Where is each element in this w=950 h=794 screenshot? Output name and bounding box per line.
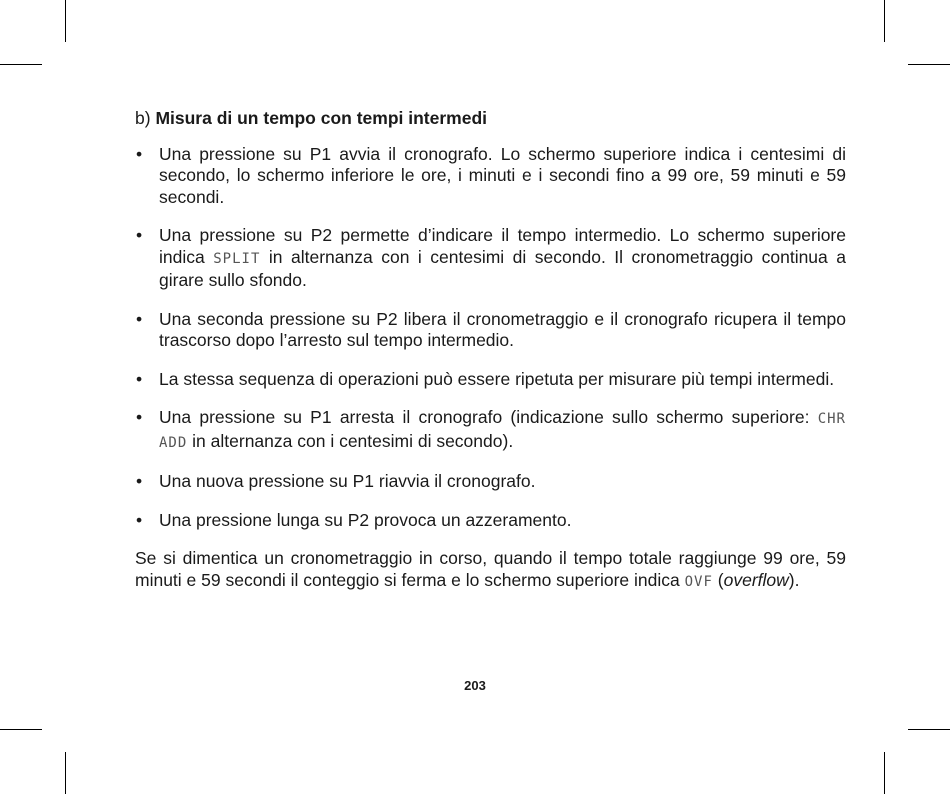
bullet-text: La stessa sequenza di operazioni può essere ripetuta per misurare più tempi intermedi.	[159, 368, 835, 389]
section-heading	[135, 108, 846, 130]
bullet-text: Una pressione su P1 arresta il cronografo (indicazione sullo schermo superiore:	[159, 407, 810, 427]
bullet-text: Una pressione lunga su P2 provoca un azzeramento.	[159, 509, 572, 530]
bullet-item	[135, 144, 846, 209]
bullet-text: Una nuova pressione su P1 riavvia il cronografo.	[159, 471, 536, 491]
bullet-item	[135, 510, 846, 532]
paragraph-close-paren: ).	[788, 569, 800, 590]
bullet-item	[135, 407, 846, 454]
bullet-item	[135, 471, 846, 493]
paragraph-italic-term: overflow	[723, 569, 789, 590]
closing-paragraph	[135, 548, 846, 593]
bullet-list	[135, 144, 846, 532]
section-title: Misura di un tempo con tempi intermedi	[155, 108, 487, 128]
crop-mark-top-right-horizontal	[908, 64, 950, 65]
crop-mark-bottom-right-horizontal	[908, 729, 950, 730]
crop-mark-bottom-left-horizontal	[0, 729, 42, 730]
bullet-item	[135, 225, 846, 292]
bullet-text: Una seconda pressione su P2 libera il cronometraggio e il cronografo ricupera il tempo trascorso dopo l’arresto sul tempo intermedio.	[159, 308, 846, 350]
paragraph-text: Se si dimentica un cronometraggio in corso, quando il tempo totale raggiunge 99 ore, 59 minuti e 59 secondi il conteggio si ferma e lo schermo superiore indica	[135, 548, 846, 590]
crop-mark-top-right-vertical	[884, 0, 885, 42]
crop-mark-bottom-right-vertical	[884, 752, 885, 794]
lcd-display-text: OVF	[684, 573, 713, 590]
section-prefix: b)	[135, 108, 151, 128]
crop-mark-top-left-horizontal	[0, 64, 42, 65]
bullet-text: in alternanza con i centesimi di secondo. Il cronometraggio continua a girare sullo sfondo.	[159, 246, 846, 290]
lcd-display-text: CHR ADD	[159, 411, 846, 451]
bullet-text: Una pressione su P2 permette d’indicare il tempo intermedio. Lo schermo superiore indica	[159, 225, 846, 267]
crop-mark-bottom-left-vertical	[65, 752, 66, 794]
bullet-item	[135, 369, 846, 391]
bullet-text: Una pressione su P1 avvia il cronografo. Lo schermo superiore indica i centesimi di secondo, lo schermo inferiore le ore, i minuti e i secondi fino a 99 ore, 59 minuti e 59 secondi.	[159, 143, 846, 207]
crop-mark-top-left-vertical	[65, 0, 66, 42]
page-number: 203	[464, 678, 486, 693]
paragraph-open-paren: (	[717, 569, 724, 590]
bullet-text: in alternanza con i centesimi di secondo).	[192, 430, 514, 451]
lcd-display-text: SPLIT	[213, 250, 261, 267]
bullet-item	[135, 309, 846, 352]
page-content	[135, 108, 846, 593]
